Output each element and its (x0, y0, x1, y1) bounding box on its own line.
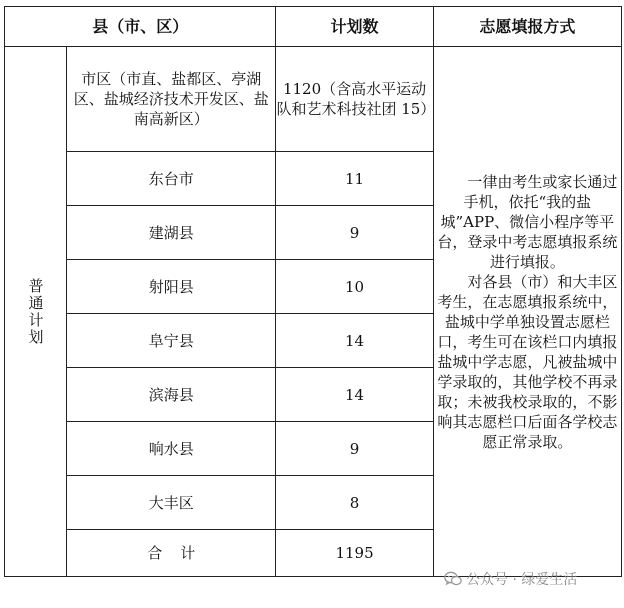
district-cell: 射阳县 (67, 260, 276, 314)
table-row (5, 47, 622, 152)
district-cell: 阜宁县 (67, 314, 276, 368)
header-plan-count: 计划数 (276, 7, 433, 47)
header-county: 县（市、区） (5, 7, 276, 47)
district-cell: 东台市 (67, 152, 276, 206)
count-cell: 14 (276, 368, 433, 422)
count-cell: 1120（含高水平运动队和艺术科技社团 15） (276, 47, 433, 152)
total-label: 合计 (147, 544, 214, 562)
district-cell: 滨海县 (67, 368, 276, 422)
category-cell (5, 47, 67, 577)
count-cell: 8 (276, 476, 433, 530)
district-cell: 市区（市直、盐都区、亭湖区、盐城经济技术开发区、盐南高新区） (67, 47, 276, 152)
district-cell: 大丰区 (67, 476, 276, 530)
wechat-icon (444, 571, 462, 587)
header-row (5, 7, 622, 47)
admission-plan-table (4, 6, 622, 577)
method-cell (433, 47, 621, 577)
district-cell: 建湖县 (67, 206, 276, 260)
category-label: 普通计划 (26, 277, 45, 346)
method-paragraph: 对各县（市）和大丰区考生，在志愿填报系统中，盐城中学单独设置志愿栏口，考生可在该栏口内填报盐城中学志愿，凡被盐城中学录取的，其他学校不再录取；未被我校录取的，不影响其志愿栏口后面各学校志愿正常录取。 (437, 272, 618, 451)
count-cell: 9 (276, 206, 433, 260)
count-cell: 9 (276, 422, 433, 476)
district-cell: 响水县 (67, 422, 276, 476)
header-method: 志愿填报方式 (433, 7, 621, 47)
count-cell: 11 (276, 152, 433, 206)
watermark-text: 公众号 · 绿爱生活 (466, 572, 578, 588)
total-count-cell: 1195 (276, 530, 433, 577)
count-cell: 14 (276, 314, 433, 368)
count-cell: 10 (276, 260, 433, 314)
method-paragraph: 一律由考生或家长通过手机，依托“我的盐城”APP、微信小程序等平台，登录中考志愿填报系统进行填报。 (437, 172, 618, 271)
total-label-cell (67, 530, 276, 577)
watermark (444, 568, 577, 590)
